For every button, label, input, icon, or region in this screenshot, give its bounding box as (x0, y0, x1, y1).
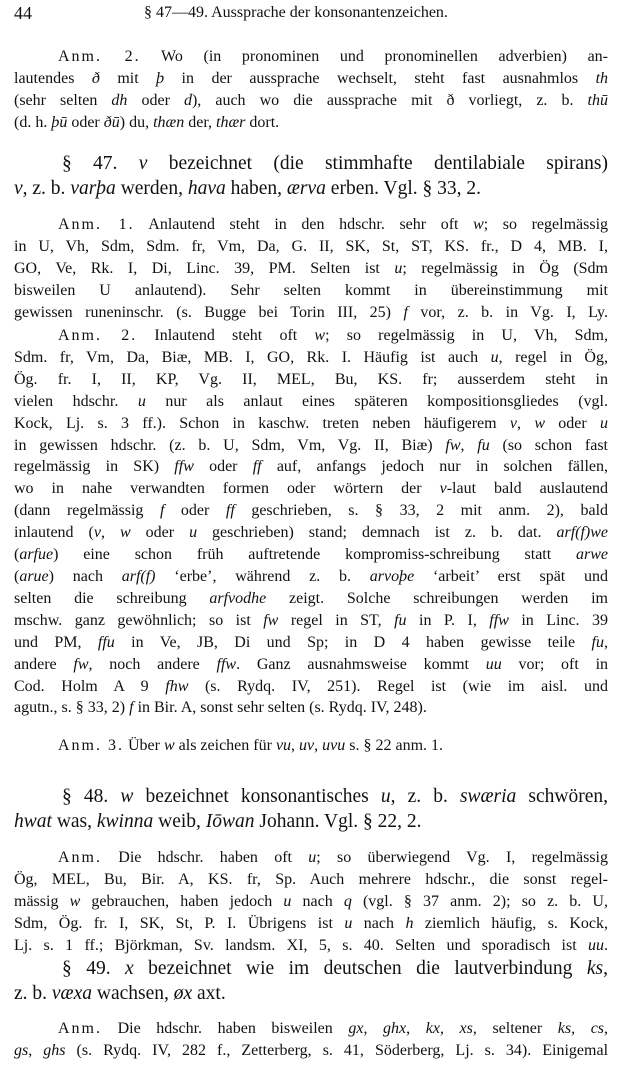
italic-term: fhw (165, 677, 189, 695)
italic-term: fu (477, 436, 490, 454)
italic-term: fw (263, 611, 279, 629)
text-run: geschrieben, s. § 33, 2 mit anm. 2), bald (234, 502, 609, 520)
italic-term: u (137, 392, 146, 410)
text-run: ( (14, 546, 20, 564)
text-run: ‘arbeit’ erst spät und (414, 567, 609, 585)
italic-term: uv (299, 737, 315, 754)
note-label: Anm. 3. (58, 737, 124, 754)
text-run: Lj. s. 1 ff.; Björkman, Sv. landsm. XI, 5, s. 40. Selten und sporadisch ist (14, 936, 588, 954)
text-run: regel in ST, (278, 611, 395, 629)
text-run: andere (14, 655, 74, 673)
text-run: , (100, 524, 120, 542)
text-run: , z. b. (22, 178, 71, 199)
italic-term: gs (14, 1041, 29, 1059)
italic-term: dh (111, 91, 128, 109)
text-run: -laut bald auslautend (446, 480, 608, 498)
text-run: , (314, 737, 323, 754)
anm-2-section-46 (14, 46, 608, 134)
text-line (14, 347, 608, 369)
italic-term: arue (19, 567, 49, 585)
text-run: oder (544, 414, 601, 432)
text-line (14, 1040, 608, 1062)
text-run: weib, (153, 811, 206, 832)
text-run: in U, Vh, Sdm, Sdm. fr, Vm, Da, G. II, SK, St, ST, KS. fr., D 4, MB. I, (14, 237, 608, 255)
text-run: GO, Ve, Rk. I, Di, Linc. 39, PM. Selten ist (14, 259, 395, 277)
italic-term: ð (91, 69, 100, 87)
text-line (14, 1018, 608, 1040)
text-run: § 47. (62, 153, 139, 174)
text-run: , (604, 633, 608, 651)
section-49-anm (14, 1018, 608, 1062)
italic-term: arwe (576, 546, 608, 564)
italic-term: w (473, 216, 484, 233)
note-label: Anm. (58, 849, 102, 866)
italic-term: ks (586, 958, 604, 979)
text-run: , z. b. (390, 786, 460, 807)
italic-term: v (509, 414, 518, 432)
text-line (14, 735, 608, 757)
text-line (14, 236, 608, 258)
italic-term: u (308, 849, 317, 866)
text-run: , noch andere (88, 655, 217, 673)
italic-term: fw (73, 655, 89, 673)
italic-term: w (314, 327, 326, 344)
italic-term: u (344, 914, 353, 932)
text-run: inlautend ( (14, 524, 94, 542)
italic-term: u (380, 786, 391, 807)
text-run: § 48. (62, 786, 121, 807)
text-run: gewissen runeninschr. (s. Bugge bei Torin III, 25) (14, 303, 404, 321)
text-line (14, 544, 608, 566)
text-run: ; so regelmässig (483, 216, 609, 233)
text-run: (so schon fast (489, 436, 608, 454)
text-line (14, 391, 608, 413)
text-run: vor; oft in (501, 655, 609, 673)
text-run: mit (99, 69, 157, 87)
text-run: in P. I, (406, 611, 490, 629)
text-run: ; regelmässig in Ög (Sdm (402, 259, 608, 277)
italic-term: w (119, 524, 131, 542)
italic-term: th (595, 69, 609, 87)
text-run: (sehr selten (14, 91, 112, 109)
text-run: . (604, 936, 608, 954)
text-run: Die hdschr. haben oft (102, 849, 309, 866)
text-run: Inlautend steht oft (137, 327, 315, 344)
text-run: wo in nahe verwandten formen oder wörtern der (14, 480, 440, 498)
italic-term: ffw (216, 655, 237, 673)
text-line (14, 456, 608, 478)
text-run: , (291, 737, 300, 754)
text-line (14, 151, 608, 176)
text-run: vielen hdschr. (14, 392, 138, 410)
italic-term: v (93, 524, 101, 542)
italic-term: u (490, 348, 499, 366)
italic-term: u (283, 892, 292, 910)
text-run: in Linc. 39 (508, 611, 609, 629)
section-48-anm (14, 847, 608, 957)
italic-term: thæn (153, 113, 185, 131)
text-run: oder (164, 502, 226, 520)
text-line (14, 302, 608, 324)
note-label: Anm. 2. (58, 48, 141, 65)
text-run: geschrieben) stand; demnach ist z. b. dat. (197, 524, 557, 542)
italic-term: fw (445, 436, 461, 454)
text-run: Sdm, Ög. fr. I, SK, St, P. I. Übrigens ist (14, 914, 345, 932)
text-line (14, 610, 608, 632)
text-run: , (439, 1020, 460, 1037)
text-run: ), auch wo die aussprache mit ð vorliegt, z. b. (191, 91, 588, 109)
text-run: agutn., s. § 33, 2) (14, 699, 130, 717)
italic-term: arfue (19, 546, 54, 564)
text-run: lautendes (14, 69, 92, 87)
text-run: was, (51, 811, 97, 832)
italic-term: øx (173, 983, 193, 1004)
italic-term: ffw (174, 458, 194, 476)
section-47-anm-2 (14, 325, 608, 719)
italic-term: þ (156, 69, 165, 87)
italic-term: arf(f) (121, 567, 156, 585)
text-run: oder (127, 91, 184, 109)
running-title: § 47—49. Aussprache der konsonantenzeichen. (144, 4, 448, 21)
italic-term: arfvodhe (209, 589, 267, 607)
italic-term: gx (348, 1020, 364, 1037)
text-run: Über (124, 737, 164, 754)
text-run: dort. (245, 113, 280, 131)
italic-term: f (129, 699, 134, 717)
italic-term: u (189, 524, 198, 542)
text-run: vor, z. b. in Vg. I, Ly. (407, 303, 608, 321)
text-line (14, 632, 608, 654)
text-run: oder (130, 524, 190, 542)
italic-term: ðū (103, 113, 120, 131)
text-run: Kock, Lj. s. 3 ff.). Schon in kaschw. treten neben häufigerem (14, 414, 510, 432)
text-run: Ög, MEL, Bu, Bir. A, KS. fr, Sp. Auch mehrere hdschr., die sonst regel- (14, 870, 608, 888)
section-47-anm-1 (14, 214, 608, 324)
italic-term: væxa (51, 983, 92, 1004)
text-line (14, 68, 608, 90)
text-run: (d. h. (14, 113, 52, 131)
italic-term: Iōwan (205, 811, 255, 832)
text-run: oder (193, 458, 253, 476)
italic-term: v (439, 480, 447, 498)
text-line (14, 522, 608, 544)
text-run: ; so überwiegend Vg. I, regelmässig (316, 849, 608, 866)
italic-term: w (534, 414, 545, 432)
text-line (14, 809, 608, 834)
text-line (14, 500, 608, 522)
text-run: , regel in Ög, (498, 348, 608, 366)
text-run: nur als anlaut eines späteren kompositionsgliedes (vgl. (145, 392, 609, 410)
text-line (14, 258, 608, 280)
italic-term: arf(f)we (556, 524, 609, 542)
text-run: bezeichnet wie im deutschen die lautverbindung (133, 958, 587, 979)
text-run: , (460, 436, 478, 454)
text-line (14, 214, 608, 236)
italic-term: q (343, 892, 352, 910)
text-run: , (28, 1041, 44, 1059)
italic-term: ghx (383, 1020, 407, 1037)
text-run: (s. Rydq. IV, 282 f., Zetterberg, s. 41, Söderberg, Lj. s. 34). Einigemal (65, 1041, 609, 1059)
note-label: Anm. (58, 1020, 102, 1037)
italic-term: hava (187, 178, 226, 199)
note-label: Anm. 1. (58, 216, 135, 233)
text-run: Wo (in pronominen und pronominellen adverbien) an- (140, 48, 608, 65)
text-line (14, 956, 608, 981)
italic-term: ffu (97, 633, 115, 651)
text-run: als zeichen für (174, 737, 276, 754)
text-run: in Bir. A, sonst sehr selten (s. Rydq. IV, 248). (133, 699, 427, 717)
italic-term: v (138, 153, 148, 174)
text-run: in der aussprache wechselt, steht fast ausnahmlos (164, 69, 596, 87)
text-run: bezeichnet (die stimmhafte dentilabiale spirans) (147, 153, 609, 174)
italic-term: d (183, 91, 192, 109)
text-run: Ög. fr. I, II, KP, Vg. II, MEL, Bu, KS. fr; ausserdem steht in (14, 370, 608, 388)
text-run: . Ganz ausnahmsweise kommt (236, 655, 486, 673)
text-run: Anlautend steht in den hdschr. sehr oft (134, 216, 474, 233)
italic-term: x (125, 958, 134, 979)
text-run: § 49. (62, 958, 126, 979)
text-line (14, 588, 608, 610)
italic-term: thū (587, 91, 608, 109)
text-run: (vgl. § 37 anm. 2); so z. b. U, (351, 892, 608, 910)
section-47-heading (14, 151, 608, 201)
text-run: , seltener (472, 1020, 558, 1037)
text-line (14, 566, 608, 588)
text-run: mässig (14, 892, 70, 910)
text-run: oder (67, 113, 104, 131)
text-line (14, 981, 608, 1006)
text-line (14, 413, 608, 435)
italic-term: u (600, 414, 609, 432)
text-run: nach (291, 892, 344, 910)
italic-term: vu (275, 737, 292, 754)
italic-term: ghs (43, 1041, 66, 1059)
page-number: 44 (14, 3, 32, 23)
italic-term: þū (51, 113, 68, 131)
italic-term: arvoþe (369, 567, 415, 585)
text-run: nach (352, 914, 406, 932)
text-run: ; so regelmässig in U, Vh, Sdm, (325, 327, 608, 344)
italic-term: fu (394, 611, 407, 629)
text-run: selten die schreibung (14, 589, 210, 607)
text-run: gebrauchen, haben jedoch (80, 892, 284, 910)
text-run: s. § 22 anm. 1. (345, 737, 444, 754)
text-run: Die hdschr. haben bisweilen (102, 1020, 349, 1037)
text-line (14, 325, 608, 347)
text-run: wachsen, (91, 983, 174, 1004)
text-run: Johann. Vgl. § 22, 2. (254, 811, 422, 832)
text-line (14, 176, 608, 201)
italic-term: swæria (459, 786, 517, 807)
italic-term: v (14, 178, 23, 199)
italic-term: kwinna (96, 811, 154, 832)
italic-term: h (405, 914, 414, 932)
text-run: bezeichnet konsonantisches (133, 786, 381, 807)
text-run: haben, (225, 178, 287, 199)
text-run: , (406, 1020, 426, 1037)
text-run: (dann regelmässig (14, 502, 160, 520)
text-line (14, 654, 608, 676)
text-line (14, 112, 608, 134)
text-run: , (603, 958, 609, 979)
italic-term: thær (216, 113, 246, 131)
italic-term: w (120, 786, 134, 807)
italic-term: ffw (489, 611, 509, 629)
italic-term: w (69, 892, 81, 910)
page-header (14, 3, 608, 27)
text-run: z. b. (14, 983, 52, 1004)
text-run: bisweilen U anlautend). Sehr selten kommt in übereinstimmung mit (14, 281, 608, 299)
text-line (14, 90, 608, 112)
text-run: ( (14, 567, 20, 585)
text-run: ziemlich häufig, s. Kock, (413, 914, 609, 932)
section-48-heading (14, 784, 608, 834)
text-run: erben. Vgl. § 33, 2. (325, 178, 481, 199)
text-run: schwören, (516, 786, 608, 807)
italic-term: kx (425, 1020, 440, 1037)
text-run: der, (184, 113, 217, 131)
italic-term: uvu (322, 737, 346, 754)
italic-term: cs (590, 1020, 605, 1037)
text-line (14, 869, 608, 891)
text-run: , (517, 414, 535, 432)
text-line (14, 847, 608, 869)
note-label: Anm. 2. (58, 327, 138, 344)
text-run: regelmässig in SK) (14, 458, 175, 476)
section-47-anm-3 (14, 735, 608, 757)
italic-term: w (163, 737, 175, 754)
italic-term: xs (459, 1020, 473, 1037)
text-line (14, 676, 608, 698)
text-line (14, 913, 608, 935)
text-line (14, 784, 608, 809)
text-run: in Ve, JB, Di und Sp; in D 4 haben gewisse teile (114, 633, 592, 651)
text-run: Sdm. fr, Vm, Da, Biæ, MB. I, GO, Rk. I. Häufig ist auch (14, 348, 491, 366)
italic-term: ff (252, 458, 262, 476)
text-run: in gewissen hdschr. (z. b. U, Sdm, Vm, Vg. II, Biæ) (14, 436, 446, 454)
italic-term: ærva (286, 178, 326, 199)
text-run: auf, anfangs jedoch nur in solchen fällen, (261, 458, 609, 476)
text-line (14, 891, 608, 913)
text-run: ) nach (48, 567, 122, 585)
italic-term: uu (588, 936, 604, 954)
text-run: ) du, (119, 113, 154, 131)
text-run: Cod. Holm A 9 (14, 677, 166, 695)
italic-term: varþa (70, 178, 116, 199)
text-run: , (571, 1020, 591, 1037)
text-line (14, 46, 608, 68)
text-run: zeigt. Solche schreibungen werden im (266, 589, 608, 607)
italic-term: f (403, 303, 408, 321)
text-line (14, 478, 608, 500)
text-run: ‘erbe’, während z. b. (155, 567, 370, 585)
text-run: axt. (192, 983, 226, 1004)
italic-term: hwat (14, 811, 52, 832)
text-line (14, 435, 608, 457)
italic-term: f (159, 502, 165, 520)
text-run: werden, (115, 178, 188, 199)
italic-term: fu (591, 633, 604, 651)
text-run: mschw. ganz gewöhnlich; so ist (14, 611, 264, 629)
text-run: , (363, 1020, 384, 1037)
italic-term: ff (225, 502, 235, 520)
text-line (14, 697, 608, 719)
italic-term: ks (557, 1020, 572, 1037)
text-run: (s. Rydq. IV, 251). Regel ist (wie im aisl. und (188, 677, 608, 695)
text-line (14, 280, 608, 302)
text-run: ) eine schon früh auftretende kompromiss-schreibung statt (53, 546, 576, 564)
text-line (14, 369, 608, 391)
section-49-heading (14, 956, 608, 1006)
text-line (14, 935, 608, 957)
text-run: , (604, 1020, 609, 1037)
italic-term: uu (485, 655, 502, 673)
text-run: und PM, (14, 633, 98, 651)
italic-term: u (394, 259, 403, 277)
